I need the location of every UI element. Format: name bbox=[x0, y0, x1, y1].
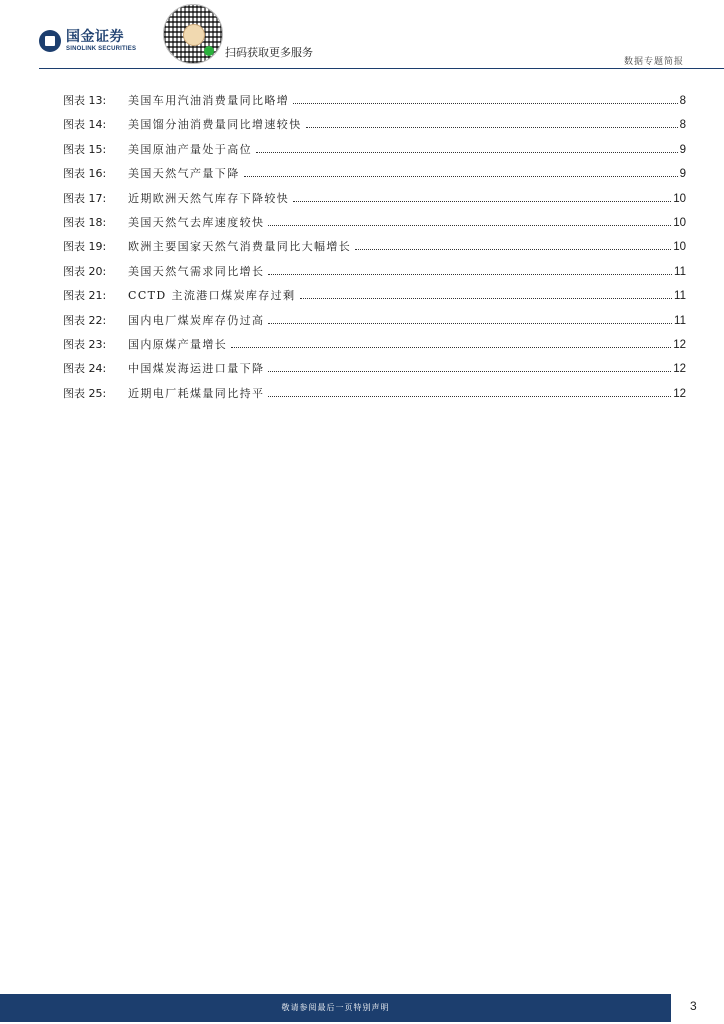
toc-dot-leader bbox=[256, 151, 678, 153]
toc-entry-label: 图表 23: bbox=[63, 337, 107, 351]
footer-bar bbox=[0, 994, 671, 1022]
toc-entry-label: 图表 13: bbox=[63, 94, 107, 107]
toc-entry-page: 11 bbox=[674, 290, 686, 303]
toc-entry-title: 近期电厂耗煤量同比持平 bbox=[128, 386, 265, 400]
toc-dot-leader bbox=[293, 200, 671, 202]
toc-dot-leader bbox=[300, 297, 673, 299]
toc-entry-title: 欧洲主要国家天然气消费量同比大幅增长 bbox=[128, 240, 352, 254]
toc-entry-label: 图表 20: bbox=[63, 264, 107, 278]
table-of-figures bbox=[63, 91, 686, 408]
toc-dot-leader bbox=[268, 370, 671, 372]
qr-center-logo-icon bbox=[183, 24, 205, 46]
toc-entry-title: 近期欧洲天然气库存下降较快 bbox=[128, 191, 290, 205]
toc-entry-label: 图表 17: bbox=[63, 191, 107, 205]
toc-entry-label: 图表 18: bbox=[63, 215, 107, 229]
toc-entry[interactable] bbox=[63, 237, 686, 261]
toc-entry-page: 10 bbox=[673, 216, 686, 229]
toc-entry-label: 图表 25: bbox=[63, 386, 107, 400]
toc-entry[interactable] bbox=[63, 286, 686, 310]
toc-entry[interactable] bbox=[63, 115, 686, 139]
page-header bbox=[0, 0, 724, 70]
toc-entry[interactable] bbox=[63, 359, 686, 383]
toc-entry-title: 美国天然气需求同比增长 bbox=[128, 264, 265, 278]
toc-entry[interactable] bbox=[63, 91, 686, 115]
toc-entry-label: 图表 22: bbox=[63, 313, 107, 327]
toc-entry-page: 10 bbox=[673, 241, 686, 254]
toc-dot-leader bbox=[268, 395, 671, 397]
logo-text bbox=[66, 30, 136, 52]
toc-dot-leader bbox=[244, 175, 678, 177]
toc-dot-leader bbox=[268, 273, 672, 275]
toc-entry-page: 10 bbox=[673, 192, 686, 205]
toc-entry-page: 12 bbox=[673, 363, 686, 376]
toc-dot-leader bbox=[293, 102, 677, 104]
toc-entry-title: 美国天然气去库速度较快 bbox=[128, 215, 265, 229]
toc-entry-label: 图表 19: bbox=[63, 240, 107, 254]
toc-entry-page: 11 bbox=[674, 265, 686, 278]
toc-entry-page: 8 bbox=[679, 95, 686, 107]
toc-dot-leader bbox=[231, 346, 671, 348]
toc-entry[interactable] bbox=[63, 384, 686, 408]
footer-disclaimer: 敬请参阅最后一页特别声明 bbox=[281, 1003, 390, 1012]
toc-entry-title: 美国天然气产量下降 bbox=[128, 167, 240, 181]
toc-entry-title: CCTD 主流港口煤炭库存过剩 bbox=[128, 289, 296, 303]
toc-entry-title: 国内电厂煤炭库存仍过高 bbox=[128, 313, 265, 327]
toc-entry-title: 中国煤炭海运进口量下降 bbox=[128, 362, 265, 376]
logo-name-cn: 国金证券 bbox=[66, 29, 124, 45]
qr-code-icon bbox=[163, 4, 223, 64]
toc-dot-leader bbox=[306, 126, 678, 128]
toc-entry-label: 图表 24: bbox=[63, 362, 107, 376]
toc-entry-title: 美国馏分油消费量同比增速较快 bbox=[128, 118, 302, 132]
toc-entry-page: 9 bbox=[679, 168, 686, 181]
toc-entry[interactable] bbox=[63, 140, 686, 164]
page-number: 3 bbox=[690, 999, 697, 1013]
toc-entry-title: 国内原煤产量增长 bbox=[128, 337, 228, 351]
toc-entry[interactable] bbox=[63, 213, 686, 237]
report-type: 数据专题简报 bbox=[623, 57, 684, 67]
toc-entry[interactable] bbox=[63, 164, 686, 188]
company-logo bbox=[39, 30, 136, 52]
toc-entry-page: 9 bbox=[679, 143, 686, 156]
logo-mark-icon bbox=[39, 30, 61, 52]
qr-caption: 扫码获取更多服务 bbox=[225, 46, 313, 59]
wechat-badge-icon bbox=[204, 46, 214, 56]
toc-dot-leader bbox=[355, 248, 671, 250]
toc-entry-label: 图表 16: bbox=[63, 167, 107, 181]
toc-entry-page: 8 bbox=[679, 119, 686, 132]
toc-entry-label: 图表 15: bbox=[63, 142, 107, 156]
toc-dot-leader bbox=[268, 322, 672, 324]
toc-entry[interactable] bbox=[63, 311, 686, 335]
toc-entry-page: 11 bbox=[674, 314, 686, 327]
toc-dot-leader bbox=[268, 224, 671, 226]
logo-name-en: SINOLINK SECURITIES bbox=[66, 46, 137, 52]
toc-entry[interactable] bbox=[63, 335, 686, 359]
toc-entry-title: 美国车用汽油消费量同比略增 bbox=[128, 94, 290, 107]
page-footer bbox=[0, 994, 724, 1024]
header-divider bbox=[39, 68, 724, 69]
toc-entry-page: 12 bbox=[673, 338, 686, 351]
toc-entry-title: 美国原油产量处于高位 bbox=[128, 142, 252, 156]
toc-entry[interactable] bbox=[63, 262, 686, 286]
toc-entry-label: 图表 21: bbox=[63, 289, 107, 303]
toc-entry-label: 图表 14: bbox=[63, 118, 107, 132]
toc-entry-page: 12 bbox=[673, 387, 686, 400]
toc-entry[interactable] bbox=[63, 189, 686, 213]
